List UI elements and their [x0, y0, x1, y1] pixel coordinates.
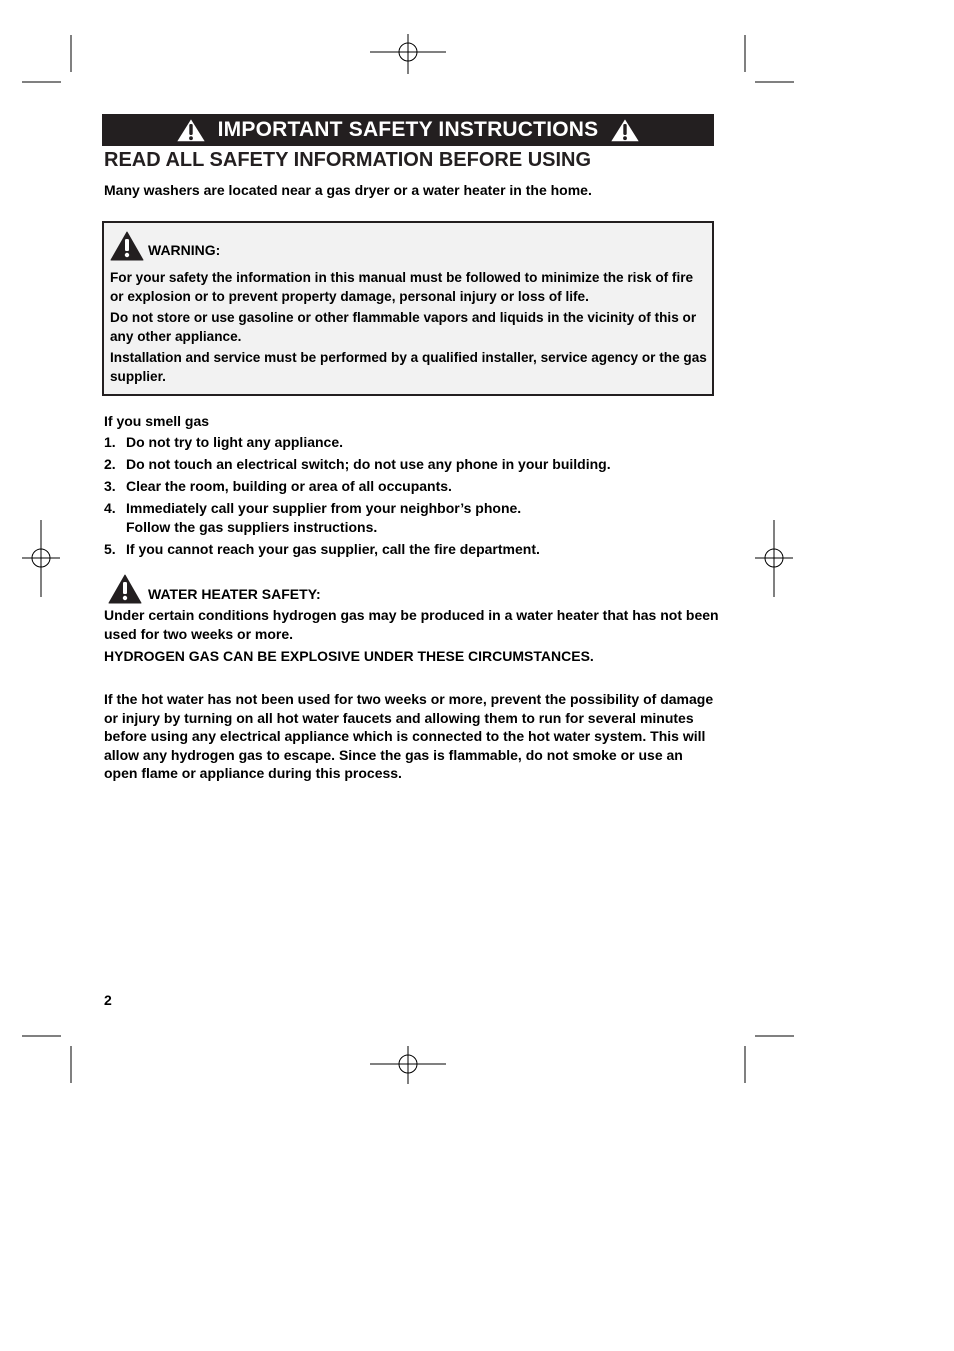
smell-gas-section — [104, 411, 724, 562]
warning-triangle-icon — [110, 231, 144, 261]
list-item-number: 3. — [104, 478, 116, 494]
water-heater-label: WATER HEATER SAFETY: — [148, 586, 321, 602]
list-item-text: Clear the room, building or area of all occupants. — [126, 478, 452, 494]
list-item-text: If you cannot reach your gas supplier, call the fire department. — [126, 541, 540, 557]
warning-paragraph: Do not store or use gasoline or other flammable vapors and liquids in the vicinity of this or any other appliance. — [110, 310, 697, 344]
water-heater-header — [108, 574, 724, 604]
list-item-number: 4. — [104, 500, 116, 516]
warning-header — [110, 231, 220, 261]
water-heater-section — [104, 574, 724, 666]
warning-label: WARNING: — [148, 242, 221, 258]
page-number: 2 — [104, 992, 112, 1008]
list-item — [104, 499, 724, 537]
list-item — [104, 455, 724, 474]
warning-triangle-icon — [108, 574, 142, 604]
smell-gas-list — [104, 433, 724, 559]
list-item-text: Do not try to light any appliance. — [126, 434, 344, 450]
smell-gas-title: If you smell gas — [104, 413, 210, 429]
warning-box — [102, 221, 714, 396]
water-heater-text: Under certain conditions hydrogen gas may be produced in a water heater that has not been used for two weeks or more. — [104, 607, 719, 642]
safety-banner — [102, 114, 714, 146]
warning-paragraph: Installation and service must be performed by a qualified installer, service agency or the gas supplier. — [110, 350, 707, 384]
hot-water-paragraph: If the hot water has not been used for two weeks or more, prevent the possibility of damage or injury by turning on all hot water faucets and allowing them to run for several minutes before using any electrical appliance which is connected to the hot water system. This will allow any hydrogen gas to escape. Since the gas is flammable, do not smoke or use an open flame or appliance during this process. — [104, 691, 714, 782]
list-item — [104, 433, 724, 452]
warning-triangle-icon — [608, 116, 642, 144]
list-item-number: 1. — [104, 434, 116, 450]
banner-title: IMPORTANT SAFETY INSTRUCTIONS — [217, 118, 599, 141]
list-item-line: Follow the gas suppliers instructions. — [126, 519, 378, 535]
list-item-text — [126, 499, 724, 537]
warning-triangle-icon — [174, 116, 208, 144]
list-item-text: Do not touch an electrical switch; do not use any phone in your building. — [126, 456, 611, 472]
list-item-number: 2. — [104, 456, 116, 472]
warning-paragraph: For your safety the information in this manual must be followed to minimize the risk of fire or explosion or to prevent property damage, personal injury or loss of life. — [110, 270, 694, 304]
list-item-line: Immediately call your supplier from your neighbor’s phone. — [126, 500, 522, 516]
intro-text: Many washers are located near a gas dryer or a water heater in the home. — [104, 182, 592, 198]
list-item — [104, 477, 724, 496]
list-item-number: 5. — [104, 541, 116, 557]
hydrogen-warning: HYDROGEN GAS CAN BE EXPLOSIVE UNDER THESE CIRCUMSTANCES. — [104, 648, 594, 664]
page-heading: READ ALL SAFETY INFORMATION BEFORE USING — [104, 149, 592, 171]
list-item — [104, 540, 724, 559]
warning-text — [110, 268, 708, 388]
